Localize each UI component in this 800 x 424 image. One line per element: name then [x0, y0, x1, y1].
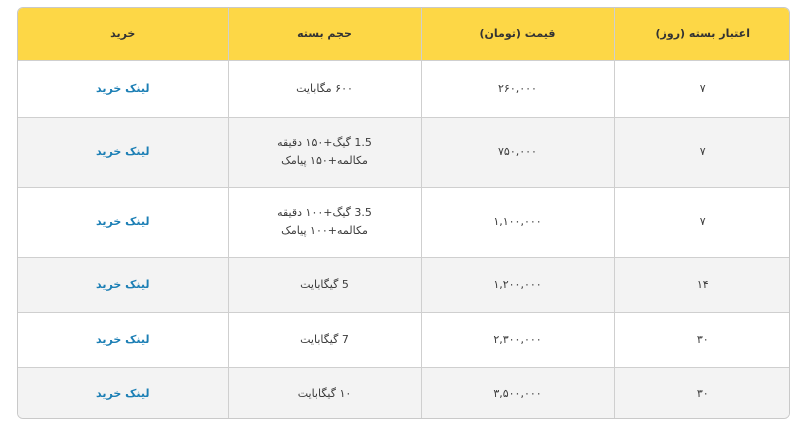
cell-price: ۱,۱۰۰,۰۰۰ [421, 187, 614, 257]
cell-volume: ۱۰ گیگابایت [228, 367, 421, 419]
cell-buy [18, 257, 228, 312]
cell-buy [18, 367, 228, 419]
cell-price: ۲,۳۰۰,۰۰۰ [421, 312, 614, 367]
cell-price: ۳,۵۰۰,۰۰۰ [421, 367, 614, 419]
buy-link[interactable]: لینک خرید [96, 277, 150, 291]
cell-volume: 7 گیگابایت [228, 312, 421, 367]
cell-validity: ۷ [614, 60, 790, 117]
buy-link[interactable]: لینک خرید [96, 387, 150, 401]
internet-packages-table [18, 8, 790, 419]
cell-validity: ۷ [614, 117, 790, 187]
cell-validity: ۳۰ [614, 312, 790, 367]
cell-validity: ۳۰ [614, 367, 790, 419]
cell-validity: ۷ [614, 187, 790, 257]
table-row [18, 257, 790, 312]
cell-validity: ۱۴ [614, 257, 790, 312]
cell-volume: 1.5 گیگ+۱۵۰ دقیقه مکالمه+۱۵۰ پیامک [228, 117, 421, 187]
cell-buy [18, 312, 228, 367]
header-price: قیمت (تومان) [421, 8, 614, 60]
cell-volume: ۶۰۰ مگابایت [228, 60, 421, 117]
header-volume: حجم بسته [228, 8, 421, 60]
header-row [18, 8, 790, 60]
buy-link[interactable]: لینک خرید [96, 332, 150, 346]
cell-volume: 5 گیگابایت [228, 257, 421, 312]
cell-price: ۲۶۰,۰۰۰ [421, 60, 614, 117]
table-row [18, 60, 790, 117]
cell-price: ۷۵۰,۰۰۰ [421, 117, 614, 187]
header-buy: خرید [18, 8, 228, 60]
buy-link[interactable]: لینک خرید [96, 145, 150, 158]
table-header [18, 8, 790, 60]
buy-link[interactable]: لینک خرید [96, 81, 150, 95]
buy-link[interactable]: لینک خرید [96, 215, 150, 228]
table-body [18, 60, 790, 419]
table-row [18, 187, 790, 257]
cell-buy [18, 117, 228, 187]
cell-buy [18, 187, 228, 257]
cell-price: ۱,۲۰۰,۰۰۰ [421, 257, 614, 312]
header-validity: اعتبار بسته (روز) [614, 8, 790, 60]
table-row [18, 367, 790, 419]
table-row [18, 312, 790, 367]
cell-buy [18, 60, 228, 117]
packages-table-container [17, 7, 790, 419]
cell-volume: 3.5 گیگ+۱۰۰ دقیقه مکالمه+۱۰۰ پیامک [228, 187, 421, 257]
table-row [18, 117, 790, 187]
